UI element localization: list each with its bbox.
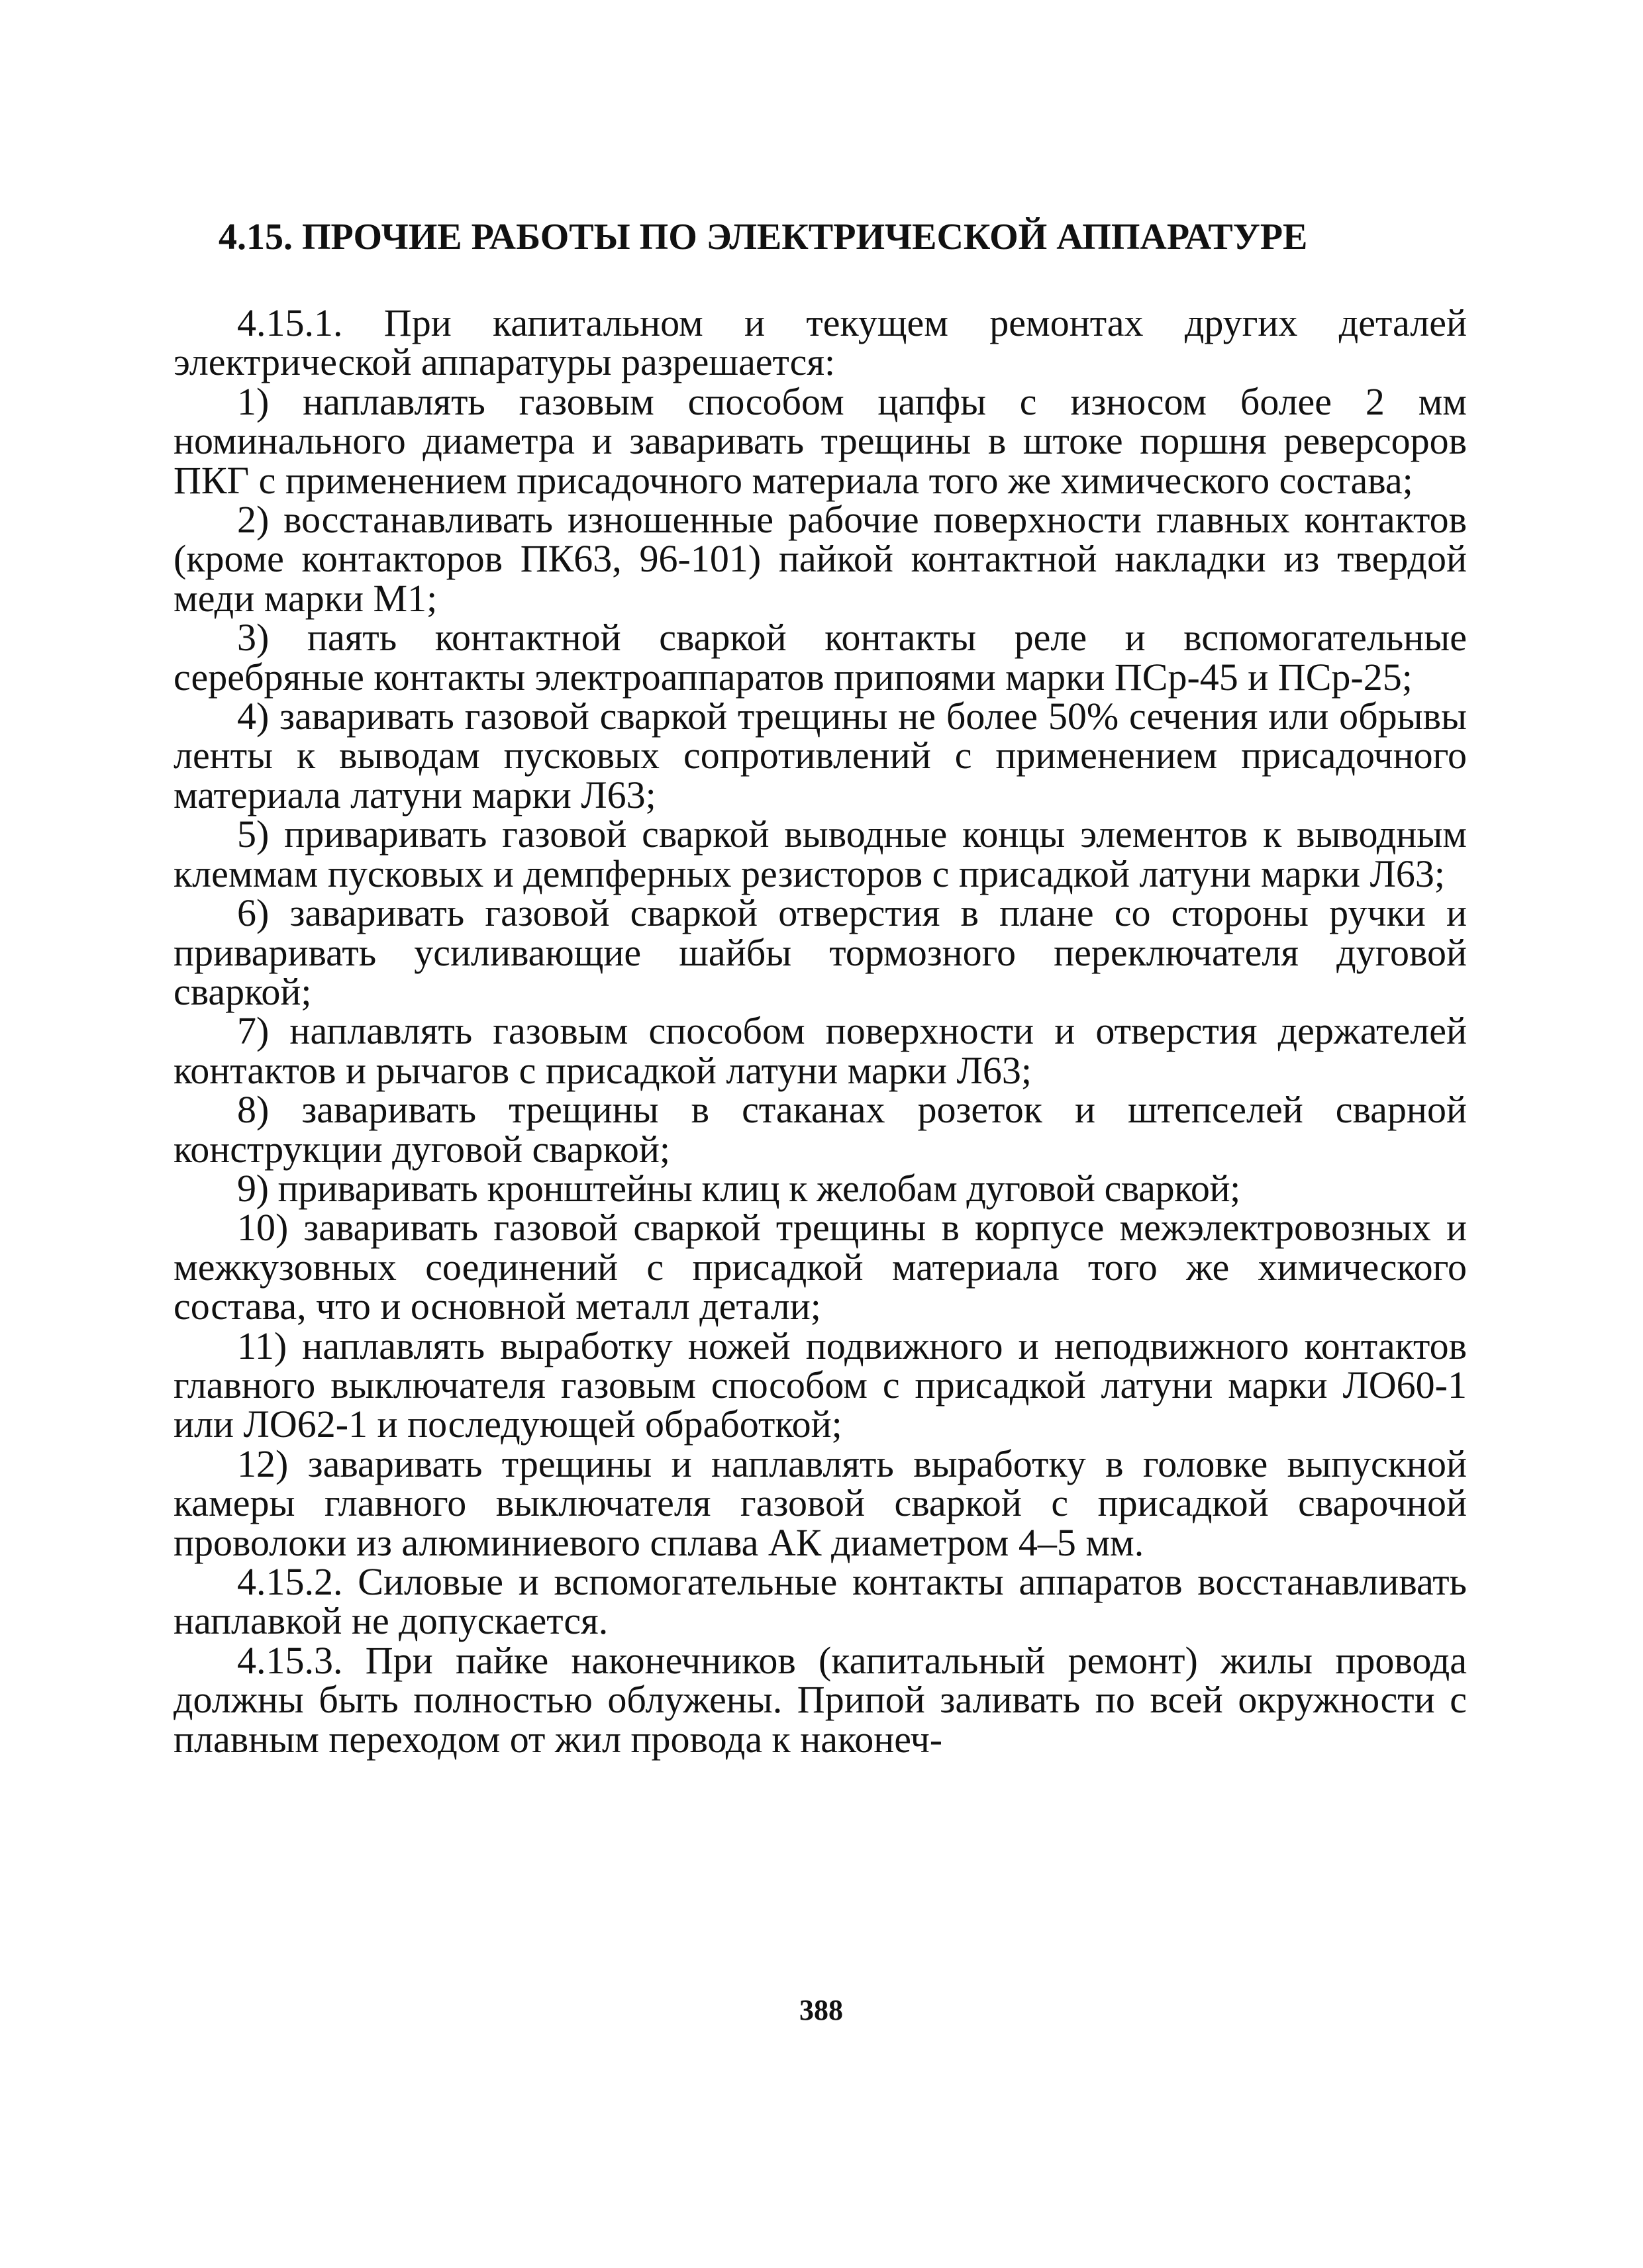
paragraph-4-15-1: 4.15.1. При капитальном и текущем ремонтах других деталей электрической аппаратуры разрешается:: [174, 301, 1467, 384]
list-item-2: 2) восстанавливать изношенные рабочие поверхности главных контактов (кроме контакторов ПК63, 96-101) пайкой контактной накладки из твердой меди марки М1;: [174, 498, 1467, 620]
list-item-9: 9) приваривать кронштейны клиц к желобам дуговой сваркой;: [237, 1166, 1240, 1210]
paragraph-4-15-3: 4.15.3. При пайке наконечников (капитальный ремонт) жилы провода должны быть полностью облужены. Припой заливать по всей окружности с плавным переходом от жил провода к наконеч-: [174, 1638, 1467, 1761]
page-number: 388: [799, 1994, 843, 2026]
list-item-10: 10) заваривать газовой сваркой трещины в корпусе межэлектровозных и межкузовных соединений с присадкой материала того же химического состава, что и основной металл детали;: [174, 1206, 1467, 1328]
list-item-8: 8) заваривать трещины в стаканах розеток и штепселей сварной конструкции дуговой сваркой;: [174, 1088, 1467, 1171]
section-body: [174, 303, 1467, 1759]
list-item-5: 5) приваривать газовой сваркой выводные концы элементов к выводным клеммам пусковых и демпферных резисторов с присадкой латуни марки Л63;: [174, 813, 1467, 895]
paragraph-4-15-2: 4.15.2. Силовые и вспомогательные контакты аппаратов восстанавливать наплавкой не допускается.: [174, 1560, 1467, 1643]
list-item-6: 6) заваривать газовой сваркой отверстия в плане со стороны ручки и приваривать усиливающие шайбы тормозного переключателя дуговой сваркой;: [174, 891, 1467, 1013]
list-item-7: 7) наплавлять газовым способом поверхности и отверстия держателей контактов и рычагов с присадкой латуни марки Л63;: [174, 1009, 1467, 1092]
list-item-12: 12) заваривать трещины и наплавлять выработку в головке выпускной камеры главного выключателя газовой сваркой с присадкой сварочной проволоки из алюминиевого сплава АК диаметром 4–5 мм.: [174, 1442, 1467, 1564]
list-item-4: 4) заваривать газовой сваркой трещины не более 50% сечения или обрывы ленты к выводам пусковых сопротивлений с применением присадочного материала латуни марки Л63;: [174, 695, 1467, 816]
list-item-1: 1) наплавлять газовым способом цапфы с износом более 2 мм номинального диаметра и заваривать трещины в штоке поршня реверсоров ПКГ с применением присадочного материала того же химического состава;: [174, 379, 1467, 502]
list-item-3: 3) паять контактной сваркой контакты реле и вспомогательные серебряные контакты электроаппаратов припоями марки ПСр-45 и ПСр-25;: [174, 616, 1467, 699]
section-heading: 4.15. ПРОЧИЕ РАБОТЫ ПО ЭЛЕКТРИЧЕСКОЙ АППАРАТУРЕ: [219, 217, 1308, 258]
list-item-11: 11) наплавлять выработку ножей подвижного и неподвижного контактов главного выключателя газовым способом с присадкой латуни марки ЛО60-1 или ЛО62-1 и последующей обработкой;: [174, 1324, 1467, 1446]
